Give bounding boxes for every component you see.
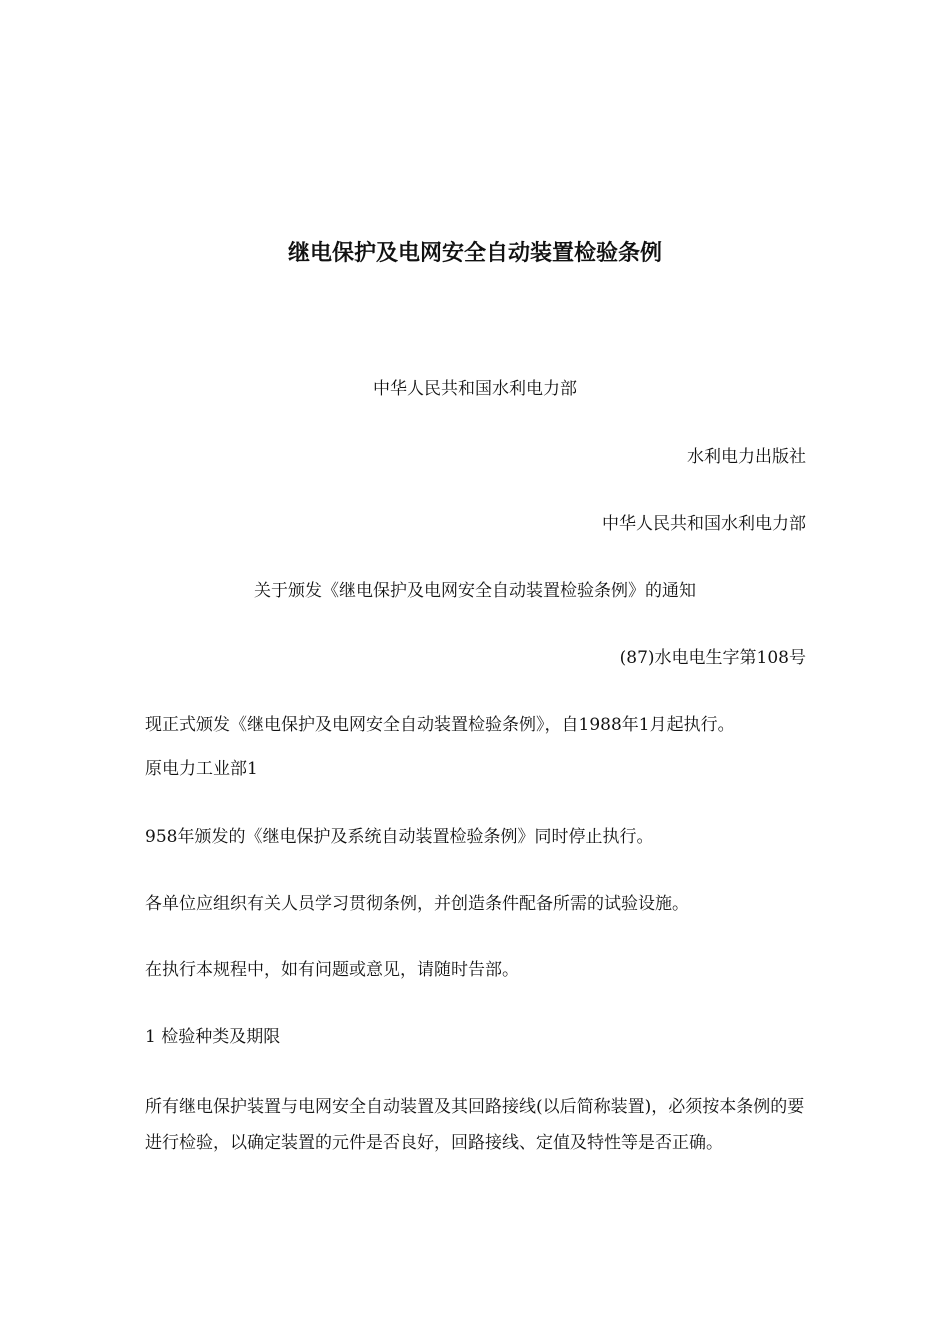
paragraph-effective-date: 现正式颁发《继电保护及电网安全自动装置检验条例》，自1988年1月起执行。 xyxy=(145,715,735,735)
paragraph-superseded: 958年颁发的《继电保护及系统自动装置检验条例》同时停止执行。 xyxy=(145,827,654,847)
notice-title: 关于颁发《继电保护及电网安全自动装置检验条例》的通知 xyxy=(254,581,696,601)
issuer-line: 中华人民共和国水利电力部 xyxy=(373,379,577,399)
body-paragraph: 所有继电保护装置与电网安全自动装置及其回路接线(以后简称装置)，必须按本条例的要进行检验，以确定装置的元件是否良好，回路接线、定值及特性等是否正确。 xyxy=(145,1097,805,1153)
section-heading: 1 检验种类及期限 xyxy=(145,1027,281,1047)
paragraph-organize: 各单位应组织有关人员学习贯彻条例，并创造条件配备所需的试验设施。 xyxy=(145,894,689,914)
issuer-repeat-line: 中华人民共和国水利电力部 xyxy=(602,514,806,534)
paragraph-feedback: 在执行本规程中，如有问题或意见，请随时告部。 xyxy=(145,960,519,980)
paragraph-former-ministry: 原电力工业部1 xyxy=(145,759,258,779)
publisher-line: 水利电力出版社 xyxy=(687,447,806,467)
document-title: 继电保护及电网安全自动装置检验条例 xyxy=(287,241,662,266)
document-number: (87)水电电生字第108号 xyxy=(619,648,806,668)
